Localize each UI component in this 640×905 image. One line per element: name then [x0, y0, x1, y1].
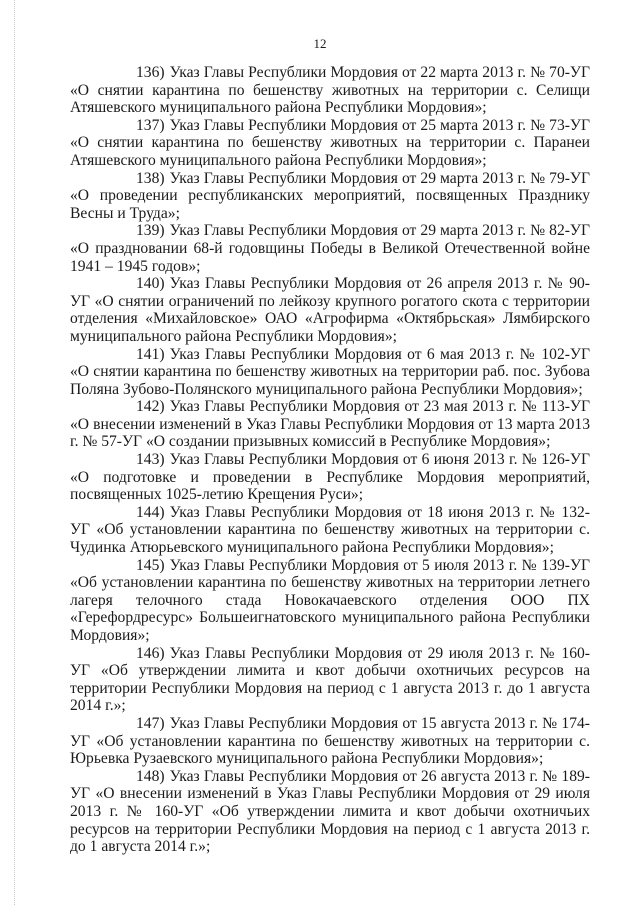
- item-text: Указ Главы Республики Мордовия от 5 июля 2013 г. № 139-УГ «Об установлении карантина по бешенству животных на территории летнего лагеря телочного стада Новокачаевского отделения ООО ПХ «Герефордресурс» Большеигнатовского муниципального района Республики Мордовия»;: [70, 556, 590, 644]
- item-text: Указ Главы Республики Мордовия от 29 марта 2013 г. № 82-УГ «О праздновании 68-й годовщины Победы в Великой Отечественной войне 1941 – 1945 годов»;: [70, 222, 590, 275]
- item-text: Указ Главы Республики Мордовия от 29 июля 2013 г. № 160-УГ «Об утверждении лимита и квот добычи охотничьих ресурсов на территории Республики Мордовия на период с 1 августа 2013 г. до 1 августа 2014 г.»;: [70, 644, 590, 715]
- list-item: [70, 451, 590, 504]
- decree-list: [70, 64, 590, 856]
- item-number: 137): [136, 116, 165, 134]
- list-item: [70, 398, 590, 451]
- item-number: 141): [136, 345, 165, 363]
- list-item: [70, 346, 590, 399]
- item-number: 148): [136, 767, 165, 785]
- item-text: Указ Главы Республики Мордовия от 15 августа 2013 г. № 174-УГ «Об установлении карантина по бешенству животных на территории с. Юрьевка Рузаевского муниципального района Республики Мордовия»;: [70, 714, 590, 768]
- item-text: Указ Главы Республики Мордовия от 26 апреля 2013 г. № 90-УГ «О снятии ограничений по лейкозу крупного рогатого скота с территории отделения «Михайловское» ОАО «Агрофирма «Октябрьская» Лямбирского муниципального района Республики Мордовия»;: [70, 275, 590, 345]
- item-text: Указ Главы Республики Мордовия от 26 августа 2013 г. № 189-УГ «О внесении изменений в Указ Главы Республики Мордовия от 29 июля 2013 г. № 160-УГ «Об утверждении лимита и квот добычи охотничьих ресурсов на территории Республики Мордовия на период с 1 августа 2013 г. до 1 августа 2014 г.»;: [70, 767, 590, 856]
- item-number: 142): [136, 398, 165, 416]
- item-number: 138): [136, 169, 165, 187]
- list-item: [70, 557, 590, 645]
- margin-dotted-line: [14, 0, 15, 905]
- item-text: Указ Главы Республики Мордовия от 6 июня 2013 г. № 126-УГ «О подготовке и проведении в Республике Мордовия мероприятий, посвященных 1025-летию Крещения Руси»;: [70, 451, 590, 504]
- item-number: 144): [136, 503, 165, 521]
- item-number: 146): [136, 644, 165, 662]
- list-item: [70, 275, 590, 345]
- list-item: [70, 117, 590, 170]
- item-text: Указ Главы Республики Мордовия от 25 марта 2013 г. № 73-УГ «О снятии карантина по бешенству животных на территории с. Паранеи Атяшевского муниципального района Республики Мордовия»;: [70, 116, 590, 169]
- item-number: 136): [136, 64, 165, 81]
- item-number: 145): [136, 556, 165, 574]
- item-text: Указ Главы Республики Мордовия от 23 мая 2013 г. № 113-УГ «О внесении изменений в Указ Главы Республики Мордовия от 13 марта 2013 г. № 57-УГ «О создании призывных комиссий в Республике Мордовия»;: [70, 398, 590, 451]
- list-item: [70, 64, 590, 117]
- item-text: Указ Главы Республики Мордовия от 22 марта 2013 г. № 70-УГ «О снятии карантина по бешенству животных на территории с. Селищи Атяшевского муниципального района Республики Мордовия»;: [70, 64, 590, 117]
- item-text: Указ Главы Республики Мордовия от 29 марта 2013 г. № 79-УГ «О проведении республиканских мероприятий, посвященных Празднику Весны и Труда»;: [70, 169, 590, 222]
- list-item: [70, 170, 590, 223]
- item-text: Указ Главы Республики Мордовия от 6 мая 2013 г. № 102-УГ «О снятии карантина по бешенству животных на территории раб. пос. Зубова Поляна Зубово-Полянского муниципального района Республики Мордовия»;: [70, 345, 590, 398]
- item-number: 143): [136, 451, 165, 469]
- item-number: 140): [136, 275, 165, 293]
- list-item: [70, 768, 590, 856]
- list-item: [70, 645, 590, 715]
- item-number: 147): [136, 714, 165, 732]
- list-item: [70, 715, 590, 768]
- item-text: Указ Главы Республики Мордовия от 18 июня 2013 г. № 132-УГ «Об установлении карантина по бешенству животных на территории с. Чудинка Атюрьевского муниципального района Республики Мордовия»;: [70, 503, 590, 557]
- item-number: 139): [136, 222, 165, 240]
- list-item: [70, 222, 590, 275]
- list-item: [70, 504, 590, 557]
- page-number: 12: [313, 36, 327, 51]
